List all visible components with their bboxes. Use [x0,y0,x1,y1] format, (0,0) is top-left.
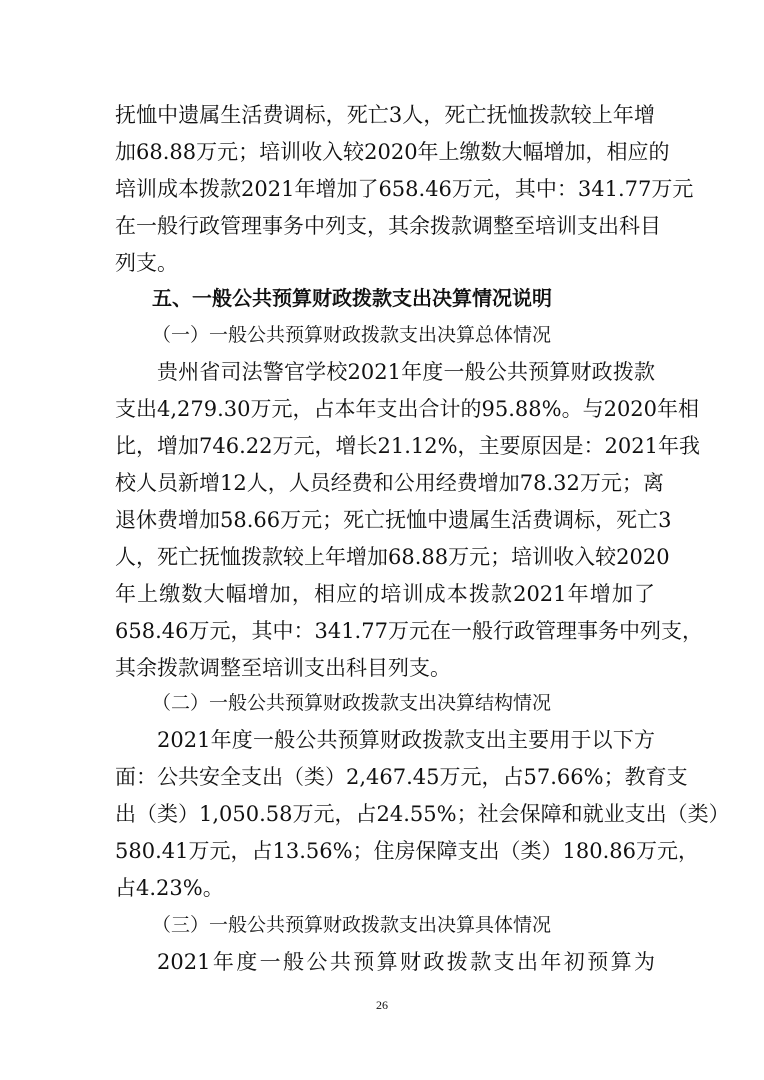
paragraph-line: 贵州省司法警官学校2021年度一般公共预算财政拨款 [157,360,655,384]
paragraph-line: 培训成本拨款2021年增加了658.46万元，其中：341.77万元 [115,177,694,201]
paragraph-line: 加68.88万元；培训收入较2020年上缴数大幅增加，相应的 [115,140,670,164]
subsection-heading: （一）一般公共预算财政拨款支出决算总体情况 [152,324,552,346]
paragraph-line: 2021年度一般公共预算财政拨款支出主要用于以下方 [157,728,655,752]
subsection-heading: （二）一般公共预算财政拨款支出决算结构情况 [152,692,552,714]
paragraph-line: 出（类）1,050.58万元，占24.55%；社会保障和就业支出（类） [115,802,730,826]
page-number: 26 [376,998,388,1012]
paragraph-line: 占4.23%。 [115,876,224,900]
paragraph-line: 2021年度一般公共预算财政拨款支出年初预算为 [157,950,655,974]
overall-paragraph [115,354,703,687]
continuation-paragraph [115,97,694,282]
structure-paragraph [115,722,730,907]
paragraph-line: 抚恤中遗属生活费调标，死亡3人，死亡抚恤拨款较上年增 [115,103,655,127]
paragraph-line: 退休费增加58.66万元；死亡抚恤中遗属生活费调标，死亡3 [115,508,672,532]
paragraph-line: 列支。 [115,251,178,275]
subsection-heading: （三）一般公共预算财政拨款支出决算具体情况 [152,914,552,936]
paragraph-line: 面：公共安全支出（类）2,467.45万元，占57.66%；教育支 [115,765,688,789]
paragraph-line: 比，增加746.22万元，增长21.12%，主要原因是：2021年我 [115,434,700,458]
detail-paragraph [115,944,655,981]
paragraph-line: 支出4,279.30万元，占本年支出合计的95.88%。与2020年相 [115,397,700,421]
paragraph-line: 658.46万元，其中：341.77万元在一般行政管理事务中列支， [115,619,703,643]
paragraph-line: 年上缴数大幅增加，相应的培训成本拨款2021年增加了 [115,582,655,606]
paragraph-line: 校人员新增12人，人员经费和公用经费增加78.32万元；离 [115,471,664,495]
section-heading: 五、一般公共预算财政拨款支出决算情况说明 [152,286,552,310]
paragraph-line: 在一般行政管理事务中列支，其余拨款调整至培训支出科目 [115,214,661,238]
paragraph-line: 其余拨款调整至培训支出科目列支。 [115,656,451,680]
paragraph-line: 人，死亡抚恤拨款较上年增加68.88万元；培训收入较2020 [115,545,670,569]
paragraph-line: 580.41万元，占13.56%；住房保障支出（类）180.86万元， [115,839,700,863]
